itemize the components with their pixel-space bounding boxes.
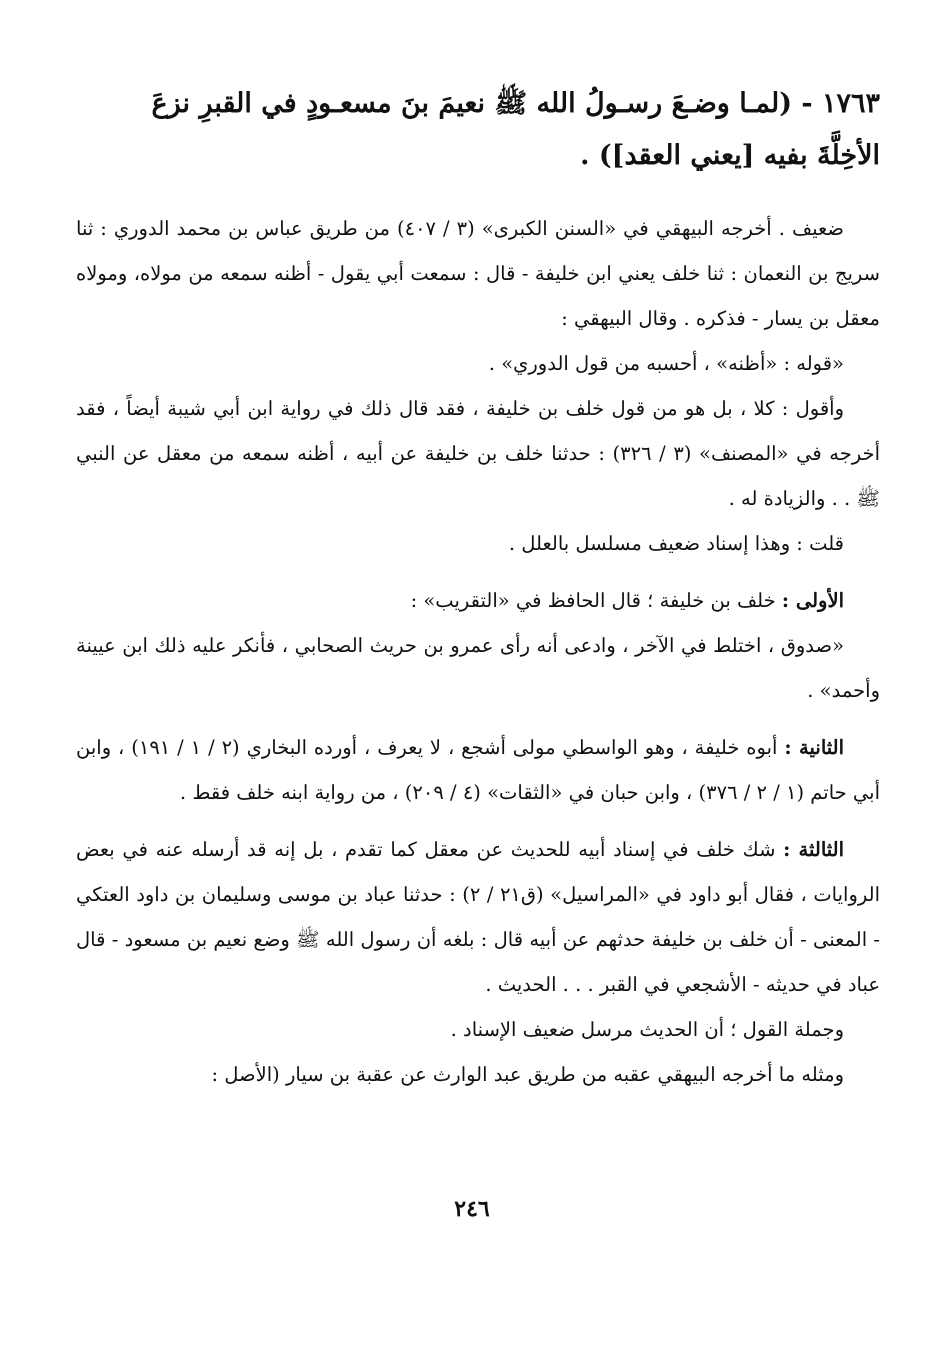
spacer — [76, 713, 880, 725]
paragraph-lead: الأولى : — [781, 589, 844, 612]
paragraph-author-reply — [76, 386, 880, 521]
paragraph-third-defect — [76, 827, 880, 1007]
paragraph-bayhaqi-quote — [76, 341, 880, 386]
paragraph-verdict — [76, 521, 880, 566]
paragraph-text: وجملة القول ؛ أن الحديث مرسل ضعيف الإسناد . — [450, 1018, 844, 1041]
spacer — [76, 566, 880, 578]
paragraph-lead: الثانية : — [784, 736, 845, 759]
spacer — [76, 815, 880, 827]
heading-line-2: الأخِلَّةَ بفيه [يعني العقد]) . — [580, 140, 880, 171]
paragraph-text: ومثله ما أخرجه البيهقي عقبه من طريق عبد الوارث عن عقبة بن سيار (الأصل : — [211, 1063, 844, 1086]
paragraph-continuation — [76, 1052, 880, 1097]
paragraph-text: «قوله : «أظنه» ، أحسبه من قول الدوري» . — [488, 352, 844, 375]
paragraph-first-defect — [76, 578, 880, 623]
paragraph-lead: الثالثة : — [783, 838, 844, 861]
paragraph-text: شك خلف في إسناد أبيه للحديث عن معقل كما تقدم ، بل إنه قد أرسله عنه في بعض الروايات ، فقال أبو داود في «المراسيل» (ق٢١ / ٢) : حدثنا عباد بن موسى وسليمان بن داود العتكي - المعنى - أن خلف بن خليفة حدثهم عن أبيه قال : بلغه أن رسول الله ﷺ وضع نعيم بن مسعود - قال عباد في حديثه - الأشجعي في القبر . . . الحديث . — [76, 838, 880, 996]
page-number: ٢٤٦ — [454, 1196, 490, 1222]
paragraph-text: ضعيف . أخرجه البيهقي في «السنن الكبرى» (٣ / ٤٠٧) من طريق عباس بن محمد الدوري : ثنا سريج بن النعمان : ثنا خلف يعني ابن خليفة - قال : سمعت أبي يقول - أظنه سمعه من مولاه، ومولاه معقل بن يسار - فذكره . وقال البيهقي : — [76, 217, 880, 330]
paragraph-conclusion — [76, 1007, 880, 1052]
paragraph-second-defect — [76, 725, 880, 815]
paragraph-text: «صدوق ، اختلط في الآخر ، وادعى أنه رأى عمرو بن حريث الصحابي ، فأنكر عليه ذلك ابن عيينة وأحمد» . — [76, 634, 880, 702]
heading-line-1: ١٧٦٣ - (لمـا وضـعَ رسـولُ الله ﷺ نعيمَ بنَ مسعـودٍ في القبرِ نزعَ — [151, 88, 880, 119]
paragraph-text: وأقول : كلا ، بل هو من قول خلف بن خليفة ، فقد قال ذلك في رواية ابن أبي شيبة أيضاً ، فقد أخرجه في «المصنف» (٣ / ٣٢٦) : حدثنا خلف بن خليفة عن أبيه ، أظنه سمعه من معقل عن النبي ﷺ . . والزيادة له . — [76, 397, 881, 510]
document-page — [76, 78, 880, 1354]
paragraph-text: قلت : وهذا إسناد ضعيف مسلسل بالعلل . — [508, 532, 844, 555]
paragraph-text: أبوه خليفة ، وهو الواسطي مولى أشجع ، لا يعرف ، أورده البخاري (٢ / ١ / ١٩١) ، وابن أبي حاتم (١ / ٢ / ٣٧٦) ، وابن حبان في «الثقات» (٤ / ٢٠٩) ، من رواية ابنه خلف فقط . — [76, 736, 880, 804]
paragraph-takhrij — [76, 206, 880, 341]
hadith-heading — [76, 78, 880, 182]
paragraph-taqrib-quote — [76, 623, 880, 713]
paragraph-text: خلف بن خليفة ؛ قال الحافظ في «التقريب» : — [410, 589, 782, 612]
